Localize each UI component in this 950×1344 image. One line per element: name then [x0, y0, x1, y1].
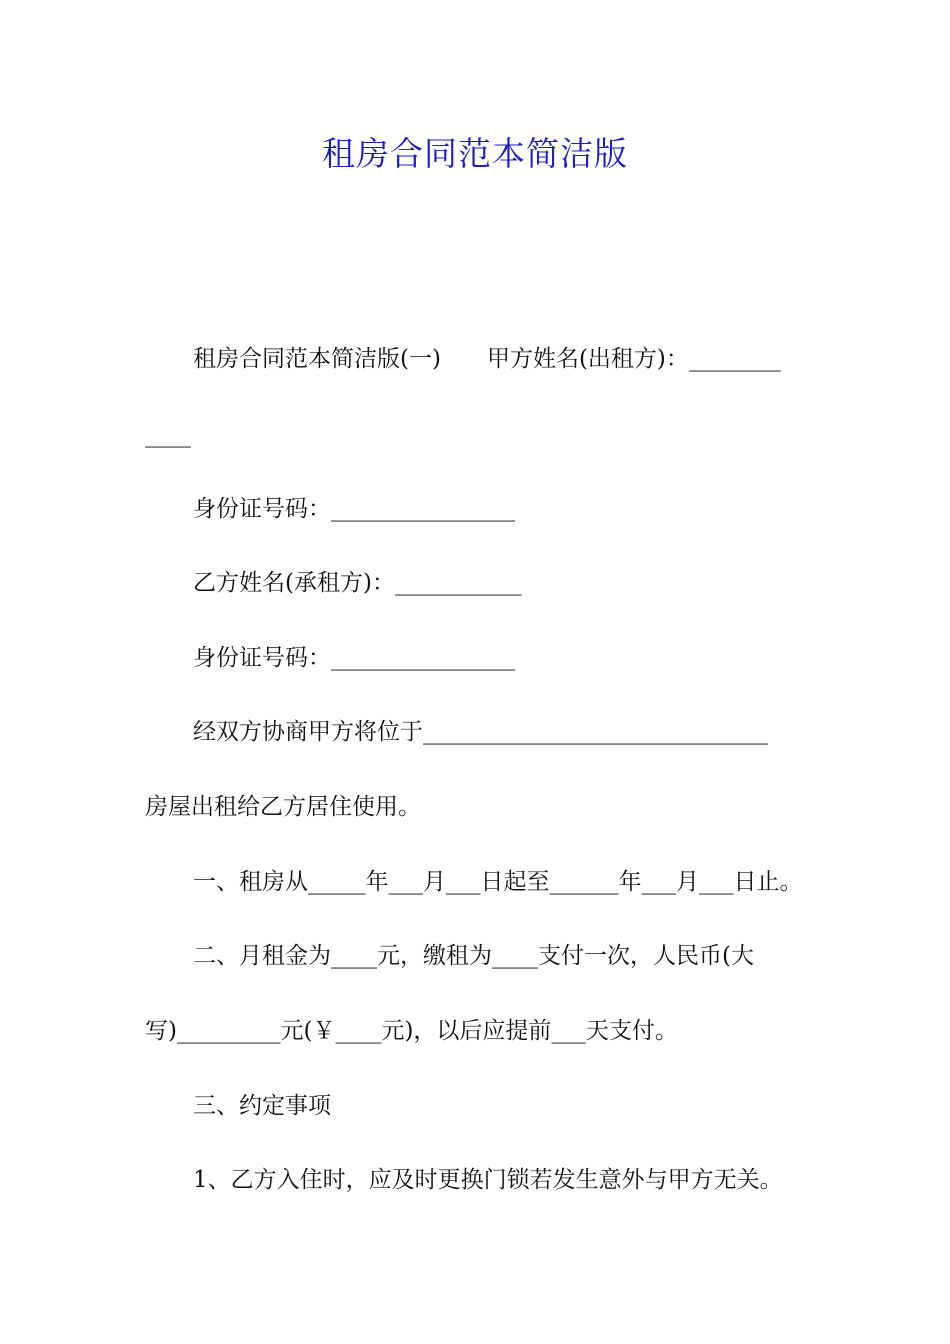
clause-1-rental-period: 一、租房从_____年___月___日起至______年___月___日止。 — [193, 869, 803, 895]
clause-2-rent-continuation: 写)_________元(￥____元)，以后应提前___天支付。 — [145, 1018, 678, 1044]
contract-intro-continuation: ____ — [145, 422, 191, 448]
party-b-id-line: 身份证号码：________________ — [193, 645, 515, 671]
document-title: 租房合同范本简洁版 — [322, 134, 628, 173]
party-a-id-line: 身份证号码：________________ — [193, 496, 515, 522]
clause-2-rent-amount: 二、月租金为____元，缴租为____支付一次，人民币(大 — [193, 943, 754, 969]
clause-3-heading: 三、约定事项 — [193, 1093, 331, 1119]
contract-intro-line: 租房合同范本简洁版(一) 甲方姓名(出租方)：________ — [193, 346, 781, 372]
property-usage-line: 房屋出租给乙方居住使用。 — [145, 794, 421, 820]
party-b-name-line: 乙方姓名(承租方)：___________ — [193, 570, 522, 596]
property-location-line: 经双方协商甲方将位于______________________________ — [193, 719, 768, 745]
clause-3-item-1: 1、乙方入住时，应及时更换门锁若发生意外与甲方无关。 — [193, 1167, 783, 1193]
